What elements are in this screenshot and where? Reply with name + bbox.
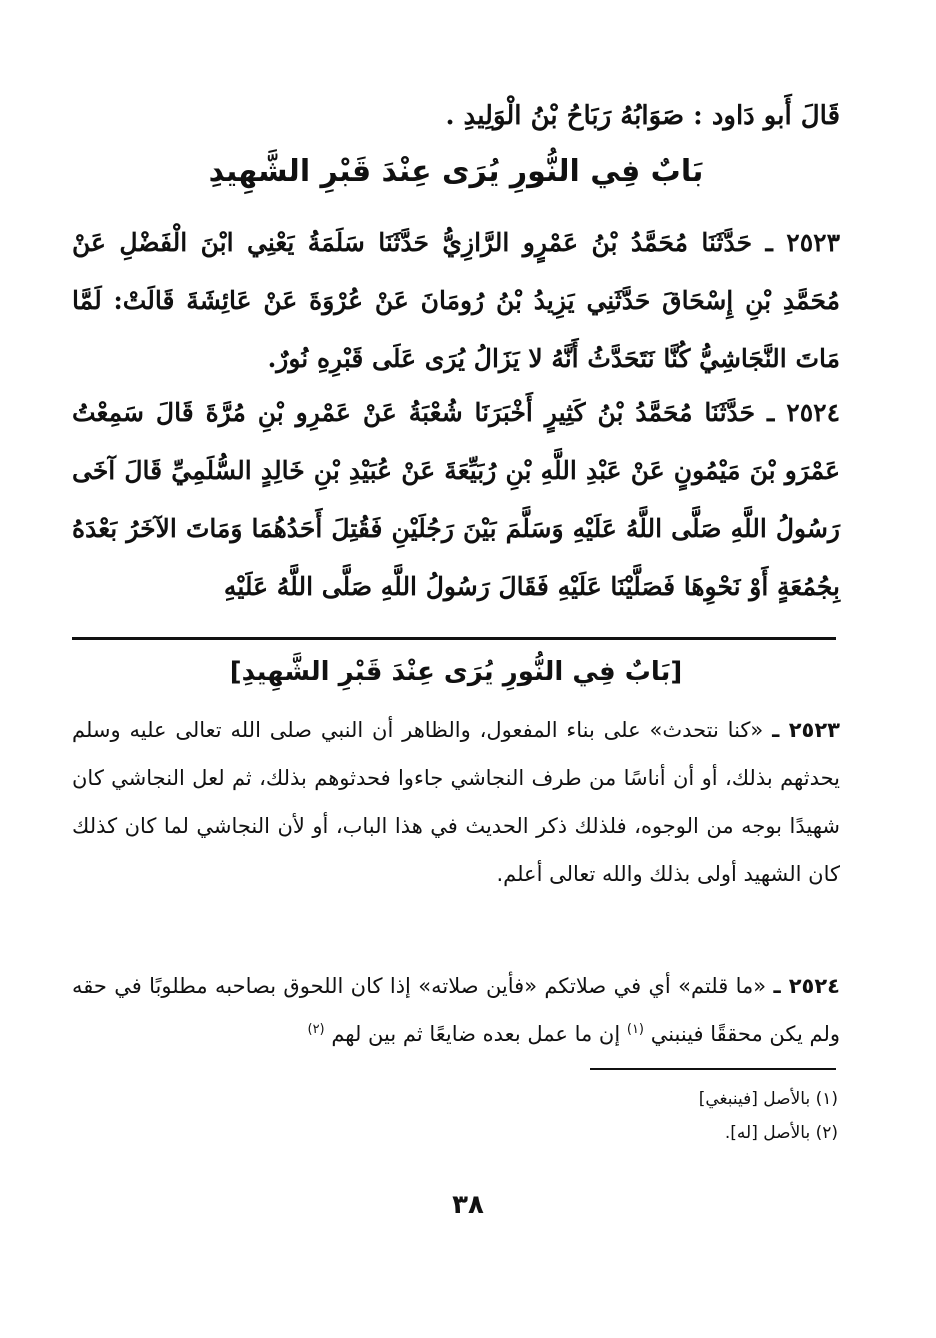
footnote-ref-1[interactable]: (١): [626, 1022, 644, 1037]
intro-line: قَالَ أَبو دَاود : صَوَابُهُ رَبَاحُ بْنُ الْوَلِيدِ .: [445, 101, 840, 131]
commentary-2524: [72, 962, 840, 1058]
footnote-ref-2[interactable]: (٢): [307, 1022, 325, 1037]
commentary-text: «ما قلتم» أي في صلاتكم «فأين صلاته» إذا كان اللحوق بصاحبه مطلوبًا في حقه ولم يكن محققًا فينبني: [72, 974, 840, 1046]
commentary-text: «كنا نتحدث» على بناء المفعول، والظاهر أن النبي صلى الله تعالى عليه وسلم يحدثهم بذلك، أو أن أناسًا من طرف النجاشي جاءوا فحدثوهم بذلك، ثم لعل النجاشي كان شهيدًا بوجه من الوجوه، فلذلك ذكر الحديث في هذا الباب، أو لأن النجاشي لما كان كذلك كان الشهيد أولى بذلك والله تعالى أعلم.: [72, 718, 840, 886]
section-divider: [72, 637, 836, 640]
hadith-2524: [72, 384, 840, 616]
hadith-2523: [72, 214, 840, 388]
footnote-1: (١) بالأصل [فينبغي]: [698, 1089, 838, 1109]
page-number: ٣٨: [452, 1190, 484, 1220]
footnote-separator: [590, 1068, 836, 1070]
hadith-text: حَدَّثَنَا مُحَمَّدُ بْنُ عَمْرٍو الرَّازِيُّ حَدَّثَنَا سَلَمَةُ يَعْنِي ابْنَ الْفَضْلِ عَنْ مُحَمَّدِ بْنِ إِسْحَاقَ حَدَّثَنِي يَزِيدُ بْنُ رُومَانَ عَنْ عُرْوَةَ عَنْ عَائِشَةَ قَالَتْ: لَمَّا مَاتَ النَّجَاشِيُّ كُنَّا نَتَحَدَّثُ أَنَّهُ لا يَزَالُ يُرَى عَلَى قَبْرِهِ نُورٌ.: [72, 228, 840, 373]
footnotes: [460, 1082, 838, 1150]
hadith-number: ٢٥٢٣ ـ: [765, 228, 840, 257]
commentary-number: ٢٥٢٣ ـ: [772, 718, 841, 742]
commentary-title: [بَابٌ فِي النُّورِ يُرَى عِنْدَ قَبْرِ الشَّهِيدِ]: [229, 657, 683, 687]
commentary-number: ٢٥٢٤ ـ: [773, 974, 840, 998]
commentary-text-continued: إن ما عمل بعده ضايعًا ثم بين لهم: [331, 1022, 621, 1046]
hadith-number: ٢٥٢٤ ـ: [767, 398, 840, 427]
hadith-text: حَدَّثَنَا مُحَمَّدُ بْنُ كَثِيرٍ أَخْبَرَنَا شُعْبَةُ عَنْ عَمْرِو بْنِ مُرَّةَ قَالَ سَمِعْتُ عَمْرَو بْنَ مَيْمُونٍ عَنْ عَبْدِ اللَّهِ بْنِ رُبَيِّعَةَ عَنْ عُبَيْدِ بْنِ خَالِدٍ السُّلَمِيِّ قَالَ آخَى رَسُولُ اللَّهِ صَلَّى اللَّهُ عَلَيْهِ وَسَلَّمَ بَيْنَ رَجُلَيْنِ فَقُتِلَ أَحَدُهُمَا وَمَاتَ الآخَرُ بَعْدَهُ بِجُمُعَةٍ أَوْ نَحْوِهَا فَصَلَّيْنَا عَلَيْهِ فَقَالَ رَسُولُ اللَّهِ صَلَّى اللَّهُ عَلَيْهِ: [72, 398, 840, 601]
chapter-title: بَابٌ فِي النُّورِ يُرَى عِنْدَ قَبْرِ الشَّهِيدِ: [208, 154, 704, 189]
footnote-2: (٢) بالأصل [له].: [724, 1123, 838, 1143]
commentary-2523: [72, 706, 840, 898]
